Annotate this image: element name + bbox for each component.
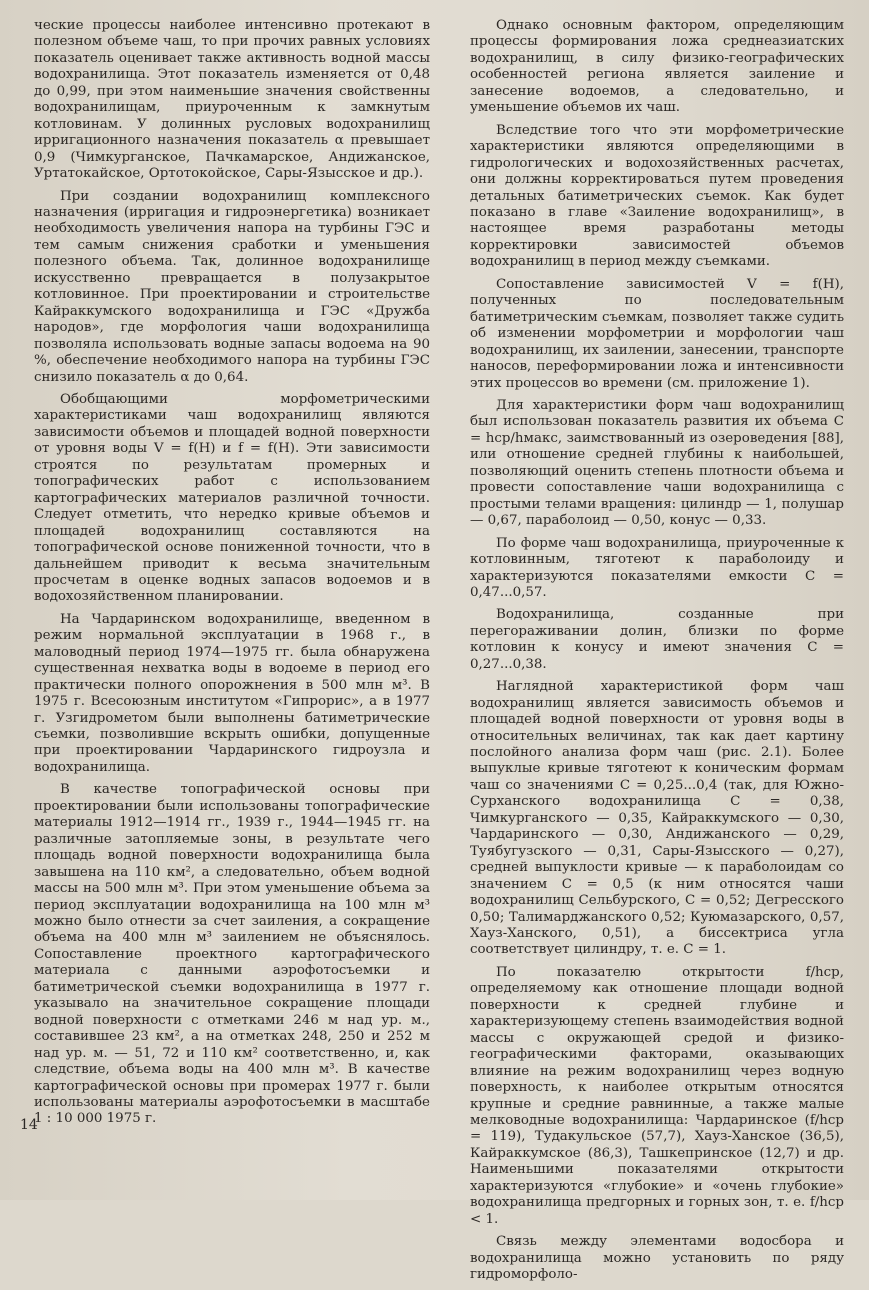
paragraph: Наглядной характеристикой форм чаш водохранилищ является зависимость объемов и площадей водной поверхности от уровня воды в относительных величинах, так как дает картину послойного анализа форм чаш (рис. 2.1). Более выпуклые кривые тяготеют к коническим формам чаш со значениями C = 0,25...0,4 (так, для Южно-Сурханского водохранилища C = 0,38, Чимкурганского — 0,35, Кайраккумского — 0,30, Чардаринского — 0,30, Андижанского — 0,29, Туябугузского — 0,31, Сары-Язысского — 0,27), средней выпуклости кривые — к параболоидам со значением C = 0,5 (к ним относятся чаши водохранилищ Сельбурского, C = 0,52; Дегресского 0,50; Талимарджанского 0,52; Куюмазарского, 0,57, Хауз-Ханского, 0,51), а биссектриса угла соответствует цилиндру, т. е. C = 1.: [470, 679, 844, 958]
paragraph: Однако основным фактором, определяющим процессы формирования ложа среднеазиатских водохранилищ, в силу физико-географических особенностей региона является заиление и занесение водоемов, а следовательно, и уменьшение объемов их чаш.: [470, 18, 844, 116]
paragraph: Вследствие того что эти морфометрические характеристики являются определяющими в гидрологических и водохозяйственных расчетах, они должны корректироваться путем проведения детальных батиметрических съемок. Как будет показано в главе «Заиление водохранилищ», в настоящее время разработаны методы корректировки зависимостей объемов водохранилищ в период между съемками.: [470, 122, 844, 270]
right-column: [470, 18, 844, 1290]
paragraph: По показателю открытости f/hср, определяемому как отношение площади водной поверхности к средней глубине и характеризующему степень взаимодействия водной массы с окружающей средой и физико-географическими факторами, оказывающих влияние на режим водохранилищ через водную поверхность, к наиболее открытым относятся крупные и средние равнинные, а также малые мелководные водохранилища: Чардаринское (f/hср = 119), Тудакульское (57,7), Хауз-Ханское (36,5), Кайраккумское (86,3), Ташкепринское (12,7) и др. Наименьшими показателями открытости характеризуются «глубокие» и «очень глубокие» водохранилища предгорных и горных зон, т. е. f/hср < 1.: [470, 964, 844, 1227]
paragraph: На Чардаринском водохранилище, введенном в режим нормальной эксплуатации в 1968 г., в маловодный период 1974—1975 гг. была обнаружена существенная нехватка воды в водоеме в период его практически полного опорожнения в 500 млн м³. В 1975 г. Всесоюзным институтом «Гипрорис», а в 1977 г. Узгидрометом были выполнены батиметрические съемки, позволившие вскрыть ошибки, допущенные при проектировании Чардаринского гидроузла и водохранилища.: [34, 611, 430, 775]
paragraph: В качестве топографической основы при проектировании были использованы топографические материалы 1912—1914 гг., 1939 г., 1944—1945 гг. на различные затопляемые зоны, в результате чего площадь водной поверхности водохранилища была завышена на 110 км², а следовательно, объем водной массы на 500 млн м³. При этом уменьшение объема за период эксплуатации водохранилища на 100 млн м³ можно было отнести за счет заиления, а сокращение объема на 400 млн м³ заилением не объяснялось. Сопоставление проектного картографического материала с данными аэрофотосъемки и батиметрической съемки водохранилища в 1977 г. указывало на значительное сокращение площади водной поверхности с отметками 246 м над ур. м., составившее 23 км², а на отметках 248, 250 и 252 м над ур. м. — 51, 72 и 110 км² соответственно, и, как следствие, объема воды на 400 млн м³. В качестве картографической основы при промерах 1977 г. были использованы материалы аэрофотосъемки в масштабе 1 : 10 000 1975 г.: [34, 782, 430, 1127]
page-number: 14: [20, 1117, 38, 1133]
paragraph: ческие процессы наиболее интенсивно протекают в полезном объеме чаш, то при прочих равных условиях показатель оценивает также активность водной массы водохранилища. Этот показатель изменяется от 0,48 до 0,99, при этом наименьшие значения свойственны водохранилищам, приуроченным к замкнутым котловинам. У долинных русловых водохранилищ ирригационного назначения показатель α превышает 0,9 (Чимкурганское, Пачкамарское, Андижанское, Уртатокайское, Ортотокойское, Сары-Язысское и др.).: [34, 18, 430, 182]
paragraph: По форме чаш водохранилища, приуроченные к котловинным, тяготеют к параболоиду и характеризуются показателями емкости C = 0,47...0,57.: [470, 535, 844, 600]
left-column: [34, 18, 430, 1134]
paragraph: Водохранилища, созданные при перегораживании долин, близки по форме котловин к конусу и имеют значения C = 0,27...0,38.: [470, 607, 844, 672]
paragraph: Связь между элементами водосбора и водохранилища можно установить по ряду гидроморфоло-: [470, 1234, 844, 1283]
paragraph: Обобщающими морфометрическими характеристиками чаш водохранилищ являются зависимости объемов и площадей водной поверхности от уровня воды V = f(H) и f = f(H). Эти зависимости строятся по результатам промерных и топографических работ с использованием картографических материалов различной точности. Следует отметить, что нередко кривые объемов и площадей водохранилищ составляются на топографической основе пониженной точности, что в дальнейшем приводит к весьма значительным просчетам в оценке водных запасов водоемов и в водохозяйственном планировании.: [34, 391, 430, 605]
paragraph: Сопоставление зависимостей V = f(H), полученных по последовательным батиметрическим съемкам, позволяет также судить об изменении морфометрии и морфологии чаш водохранилищ, их заилении, занесении, транспорте наносов, переформировании ложа и интенсивности этих процессов во времени (см. приложение 1).: [470, 276, 844, 391]
paragraph: Для характеристики форм чаш водохранилищ был использован показатель развития их объема C = hср/hмакс, заимствованный из озероведения [88], или отношение средней глубины к наибольшей, позволяющий оценить степень плотности объема и провести сопоставление чаши водохранилища с простыми телами вращения: цилиндр — 1, полушар — 0,67, параболоид — 0,50, конус — 0,33.: [470, 397, 844, 529]
paragraph: При создании водохранилищ комплексного назначения (ирригация и гидроэнергетика) возникает необходимость увеличения напора на турбины ГЭС и тем самым снижения сработки и уменьшения полезного объема. Так, долинное водохранилище искусственно превращается в полузакрытое котловинное. При проектировании и строительстве Кайраккумского водохранилища и ГЭС «Дружба народов», где морфология чаши водохранилища позволяла использовать водные запасы водоема на 90 %, обеспечение необходимого напора на турбины ГЭС снизило показатель α до 0,64.: [34, 188, 430, 385]
